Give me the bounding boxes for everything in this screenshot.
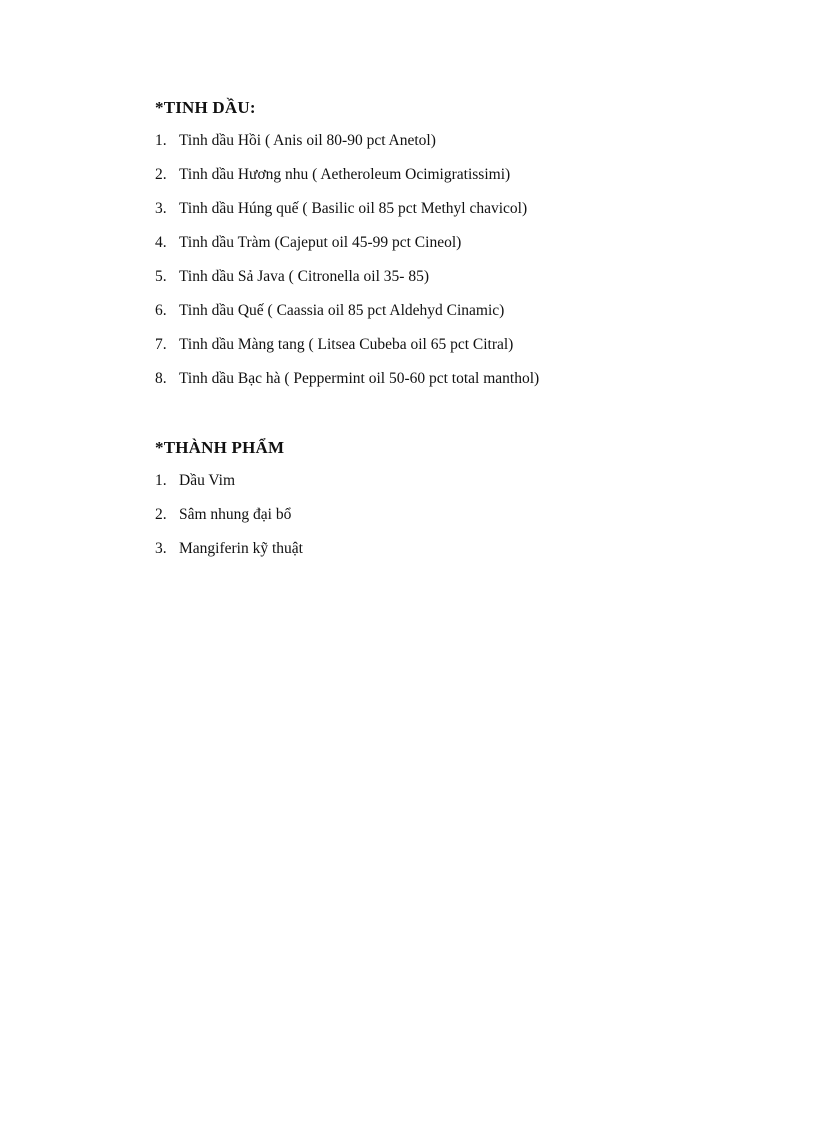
list-item	[155, 233, 755, 267]
finished-products-section	[155, 436, 755, 573]
item-text: Tinh dầu Bạc hà ( Peppermint oil 50-60 pct total manthol)	[179, 370, 540, 387]
item-number: 2.	[155, 166, 167, 183]
list-item	[155, 471, 755, 505]
item-number: 1.	[155, 132, 167, 149]
item-number: 1.	[155, 472, 167, 489]
item-number: 7.	[155, 336, 167, 353]
item-number: 6.	[155, 302, 167, 319]
item-number: 3.	[155, 540, 167, 557]
list-item	[155, 165, 755, 199]
item-text: Tinh dầu Màng tang ( Litsea Cubeba oil 65 pct Citral)	[179, 336, 514, 353]
item-text: Tinh dầu Hương nhu ( Aetheroleum Ocimigratissimi)	[179, 166, 511, 183]
list-item	[155, 335, 755, 369]
item-number: 8.	[155, 370, 167, 387]
list-item	[155, 131, 755, 165]
list-item	[155, 505, 755, 539]
essential-oils-heading: *TINH DẦU:	[155, 98, 256, 117]
list-item	[155, 267, 755, 301]
list-item	[155, 539, 755, 573]
item-number: 4.	[155, 234, 167, 251]
item-text: Tinh dầu Hồi ( Anis oil 80-90 pct Anetol)	[179, 132, 436, 149]
item-text: Mangiferin kỹ thuật	[179, 540, 303, 557]
item-number: 3.	[155, 200, 167, 217]
finished-products-list	[155, 471, 755, 573]
item-text: Tinh dầu Tràm (Cajeput oil 45-99 pct Cineol)	[179, 234, 462, 251]
finished-products-heading: *THÀNH PHẨM	[155, 438, 285, 457]
item-text: Sâm nhung đại bổ	[179, 506, 292, 523]
item-text: Tinh dầu Quế ( Caassia oil 85 pct Aldehyd Cinamic)	[179, 302, 505, 319]
item-text: Dầu Vim	[179, 472, 236, 489]
essential-oils-section	[155, 96, 755, 403]
item-number: 5.	[155, 268, 167, 285]
item-text: Tinh dầu Sả Java ( Citronella oil 35- 85)	[179, 268, 429, 285]
list-item	[155, 199, 755, 233]
list-item	[155, 301, 755, 335]
item-number: 2.	[155, 506, 167, 523]
essential-oils-list	[155, 131, 755, 403]
item-text: Tinh dầu Húng quế ( Basilic oil 85 pct Methyl chavicol)	[179, 200, 528, 217]
list-item	[155, 369, 755, 403]
